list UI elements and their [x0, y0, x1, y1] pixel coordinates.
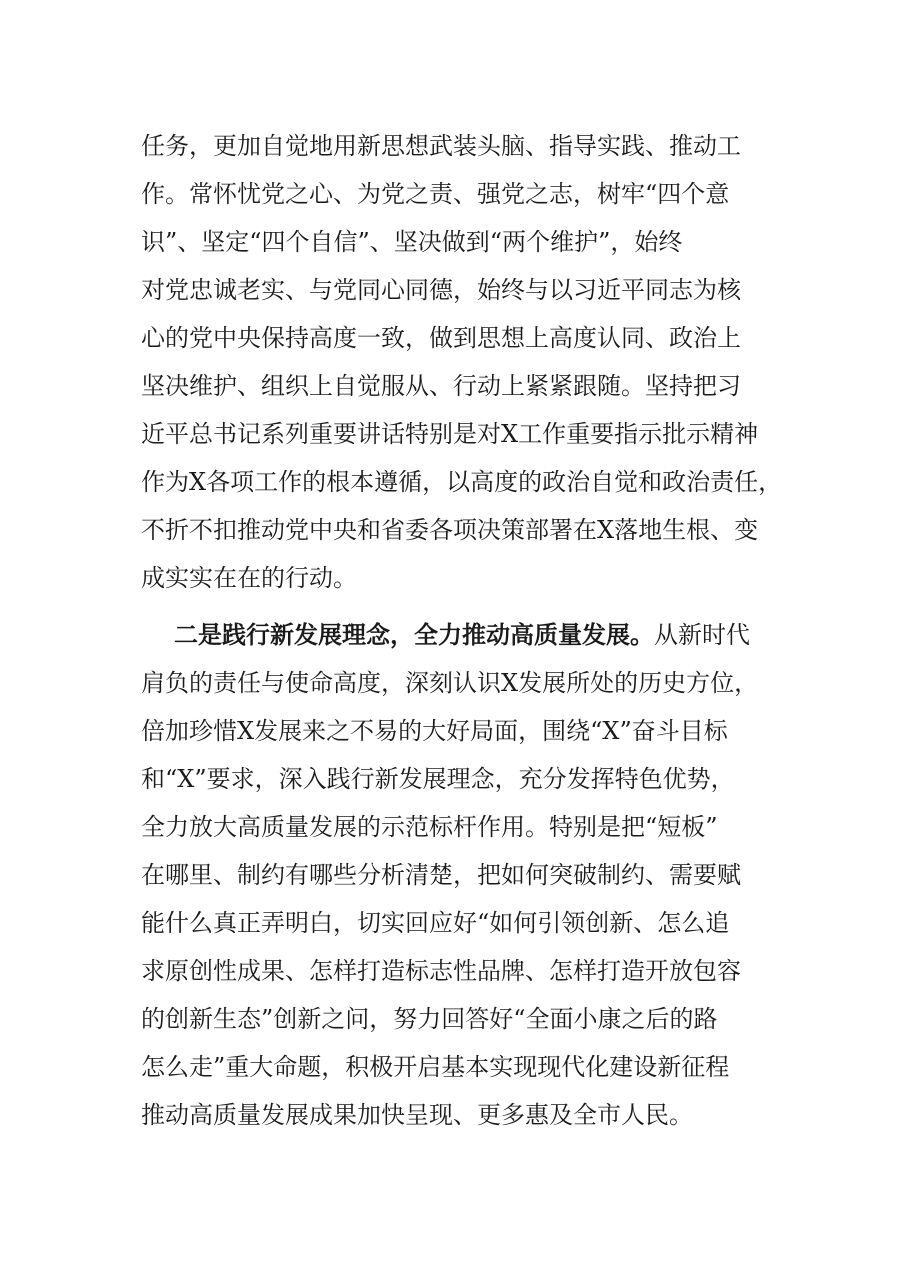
paragraph-line: 作为X各项工作的根本遵循，以高度的政治自觉和政治责任， [141, 468, 783, 496]
paragraph-line: 心的党中央保持高度一致，做到思想上高度认同、政治上 [141, 324, 741, 352]
paragraph-line: 识”、坚定“四个自信”、坚决做到“两个维护”，始终 [141, 228, 683, 256]
paragraph-line: 能什么真正弄明白，切实回应好“如何引领创新、怎么追 [141, 909, 730, 937]
paragraph-line: 倍加珍惜X发展来之不易的大好局面，围绕“X”奋斗目标 [141, 717, 728, 745]
paragraph-line: 在哪里、制约有哪些分析清楚，把如何突破制约、需要赋 [141, 861, 741, 889]
paragraph-line: 成实实在在的行动。 [141, 564, 357, 592]
paragraph-line: 坚决维护、组织上自觉服从、行动上紧紧跟随。坚持把习 [141, 372, 741, 400]
paragraph-line: 近平总书记系列重要讲话特别是对X工作重要指示批示精神 [141, 420, 759, 448]
paragraph-line: 作。常怀忧党之心、为党之责、强党之志，树牢“四个意 [141, 180, 730, 208]
paragraph-line: 全力放大高质量发展的示范标杆作用。特别是把“短板” [141, 813, 718, 841]
paragraph-line: 任务，更加自觉地用新思想武装头脑、指导实践、推动工 [141, 132, 741, 160]
paragraph-line: 和“X”要求，深入践行新发展理念，充分发挥特色优势， [141, 765, 735, 793]
section-heading: 二是践行新发展理念，全力推动高质量发展。 [174, 620, 654, 649]
paragraph-line: 怎么走”重大命题，积极开启基本实现现代化建设新征程 [141, 1053, 730, 1081]
paragraph-line: 求原创性成果、怎样打造标志性品牌、怎样打造开放包容 [141, 957, 741, 985]
paragraph-line: 不折不扣推动党中央和省委各项决策部署在X落地生根、变 [141, 516, 759, 544]
paragraph-first-line [174, 620, 750, 650]
paragraph-line: 推动高质量发展成果加快呈现、更多惠及全市人民。 [141, 1101, 693, 1129]
paragraph-line: 的创新生态”创新之问，努力回答好“全面小康之后的路 [141, 1005, 718, 1033]
paragraph-line: 肩负的责任与使命高度，深刻认识X发展所处的历史方位， [141, 669, 759, 697]
paragraph-line-rest: 从新时代 [654, 621, 750, 649]
paragraph-line: 对党忠诚老实、与党同心同德，始终与以习近平同志为核 [141, 276, 741, 304]
